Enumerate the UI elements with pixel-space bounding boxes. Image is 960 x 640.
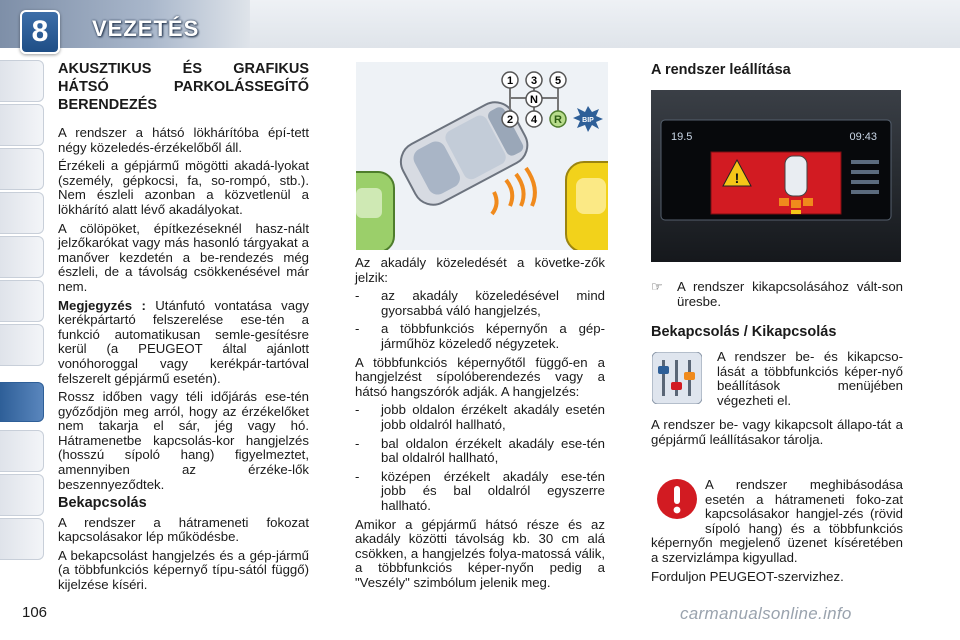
paragraph: Az akadály közeledését a követke-zők jelzik: xyxy=(355,255,605,285)
service-text: Forduljon PEUGEOT-szervizhez. xyxy=(651,568,844,584)
activation-section xyxy=(58,496,309,597)
list-item: - az akadály közeledésével mind gyorsabbá váló hangjelzés, xyxy=(355,288,605,318)
paragraph: A rendszer a hátsó lökhárítóba épí-tett négy közeledés-érzékelőből áll. xyxy=(58,125,309,155)
hand-pointer-icon: ☞ xyxy=(651,279,663,294)
paragraph: Amikor a gépjármű hátsó része és az akadály közötti távolság kb. 30 cm alá csökken, a hangjelzés folya-matossá válik, a többfunkciós képer-nyőn pedig a "Veszély" szimbólum jelenik meg. xyxy=(355,516,605,590)
chapter-tab-10[interactable] xyxy=(0,474,44,516)
chapter-tab-7[interactable] xyxy=(0,324,44,366)
chapter-tab-1[interactable] xyxy=(0,60,44,102)
settings-sliders-icon xyxy=(652,352,702,404)
note-label: Megjegyzés : xyxy=(58,297,146,313)
screen-left-readout: 19.5 xyxy=(671,131,693,143)
fault-warning-block xyxy=(651,478,903,588)
left-column xyxy=(58,60,309,496)
list-item: - jobb oldalon érzékelt akadály esetén jobb oldalról hallható, xyxy=(355,402,605,432)
page-number: 106 xyxy=(22,604,48,621)
multifunction-display-photo xyxy=(651,90,901,262)
list-item: - a többfunkciós képernyőn a gép-járműhöz közeledő négyzetek. xyxy=(355,321,605,351)
note-paragraph xyxy=(58,299,309,387)
parking-sensor-illustration xyxy=(356,62,608,250)
watermark: carmanualsonline.info xyxy=(680,604,852,623)
paragraph: Rossz időben vagy téli időjárás ese-tén győződjön meg arról, hogy az érzékelőket nem takarja el sár, jég vagy hó. Hátramenetbe kapcsolás-kor hangjelzés (hosszú sípoló hang) figyelmeztet, amennyiben az érzéke-lők beszennyeződtek. xyxy=(58,389,309,492)
gear-label: 1 xyxy=(506,75,514,87)
shutdown-text: A rendszer kikapcsolásához vált-son üresbe. xyxy=(677,279,903,309)
middle-column xyxy=(355,256,605,594)
on-off-text: A rendszer be- és kikapcso-lását a többfunkciós képer-nyő beállítások menüjében végezheti el. xyxy=(717,349,903,408)
gear-label: N xyxy=(530,94,538,106)
paragraph: A bekapcsolást hangjelzés és a gép-jármű (a többfunkciós képernyő típu-sától függő) kijelzése kíséri. xyxy=(58,547,309,592)
chapter-tab-8-active[interactable] xyxy=(0,382,44,422)
fault-warning-text: A rendszer meghibásodása esetén a hátrameneti foko-zat kapcsolásakor hangjel-zés (rövid sípoló hang) és a többfunkciós képernyőn megjelenő üzenet kíséretében a szervizlámpa kigyullad. xyxy=(651,477,903,565)
section-heading-on-off: Bekapcsolás / Kikapcsolás xyxy=(651,324,837,340)
list-item: - bal oldalon érzékelt akadály ese-tén bal oldalról hallható, xyxy=(355,435,605,466)
chapter-tab-5[interactable] xyxy=(0,236,44,278)
memory-text: A rendszer be- vagy kikapcsolt állapo-tát a gépjármű leállításakor tárolja. xyxy=(651,417,903,447)
parked-green-car xyxy=(356,172,394,250)
chapter-tab-2[interactable] xyxy=(0,104,44,146)
car-top-view-icon xyxy=(785,156,807,196)
screen-clock: 09:43 xyxy=(849,131,877,143)
section-heading-activation: Bekapcsolás xyxy=(58,495,147,511)
section-heading-parking-aid: AKUSZTIKUS ÉS GRAFIKUS HÁTSÓ PARKOLÁSSEGÍTŐ BERENDEZÉS xyxy=(58,61,309,113)
section-heading-shutdown: A rendszer leállítása xyxy=(651,62,791,78)
gear-label: 2 xyxy=(506,114,514,126)
svg-text:!: ! xyxy=(734,170,740,186)
chapter-tab-6[interactable] xyxy=(0,280,44,322)
chapter-number-badge: 8 xyxy=(20,10,60,54)
paragraph: A többfunkciós képernyőtől függő-en a hangjelzést sípolóberendezés vagy a hátsó hangszórók adják. A hangjelzés: xyxy=(355,354,605,399)
note-text: Utánfutó vontatása vagy kerékpártartó felszerelése ese-tén a funkció automatikusan semle-gesítésre kerül (a PEUGEOT által ajánlott vonóhoroggal vagy kerékpár-tartóval felszerelt gépjármű esetén). xyxy=(58,297,309,386)
shutdown-instruction xyxy=(651,280,903,313)
gear-label: 5 xyxy=(554,75,562,87)
list-item: - középen érzékelt akadály ese-tén jobb és bal oldalról egyszerre hallható. xyxy=(355,468,605,513)
beep-label: BIP xyxy=(582,117,594,124)
parked-yellow-car xyxy=(566,162,608,250)
paragraph: A rendszer a hátrameneti fokozat kapcsolásakor lép működésbe. xyxy=(58,514,309,545)
chapter-tab-11[interactable] xyxy=(0,518,44,560)
chapter-tab-4[interactable] xyxy=(0,192,44,234)
chapter-tab-3[interactable] xyxy=(0,148,44,190)
chapter-title: VEZETÉS xyxy=(92,16,200,41)
gear-label: 4 xyxy=(530,114,538,126)
gear-label: R xyxy=(554,114,562,126)
gear-label: 3 xyxy=(530,75,538,87)
chapter-tab-9[interactable] xyxy=(0,430,44,472)
paragraph: A cölöpöket, építkezéseknél hasz-nált jelzőkarókat vagy más hasonló tárgyakat a manőver kezdetén a be-rendezés még észleli, de a távolság csökkenésével már nem. xyxy=(58,220,309,294)
paragraph: Érzékeli a gépjármű mögötti akadá-lyokat (személy, gépkocsi, fa, so-rompó, stb.). Nem észleli azonban a közvetlenül a lökhárító alatt lévő akadályokat. xyxy=(58,158,309,217)
